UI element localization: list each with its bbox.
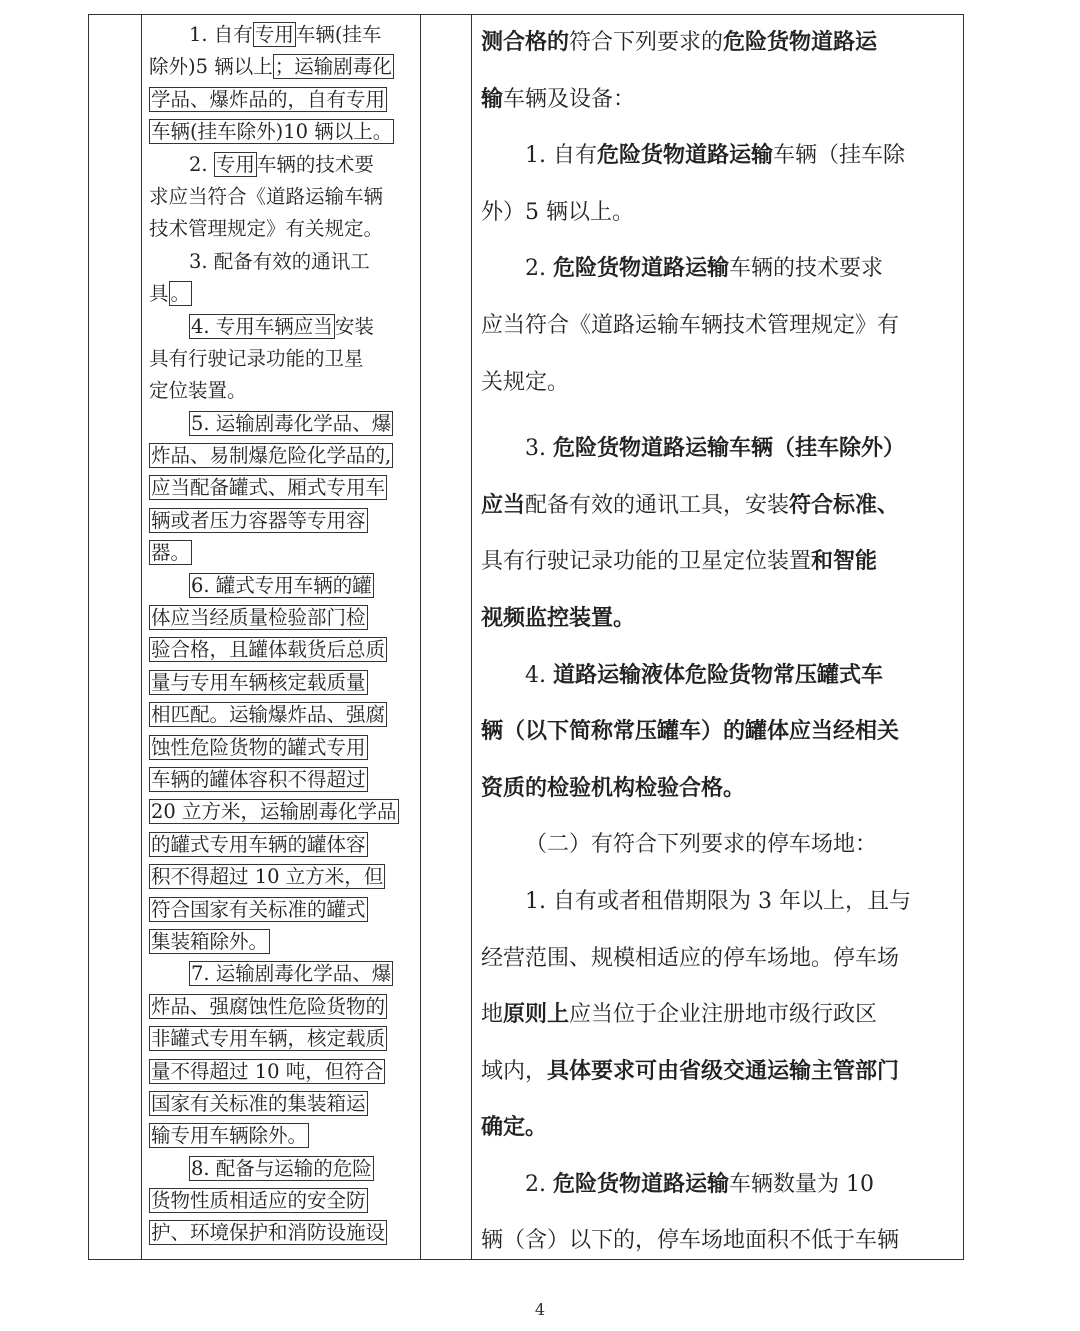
bold-text: 原则上	[503, 1002, 570, 1028]
text-segment: 求应当符合《道路运输车辆	[149, 184, 384, 208]
text-line	[149, 1120, 419, 1152]
text-segment: 应当符合《道路运输车辆技术管理规定》有	[481, 312, 900, 338]
marked-text: 量不得超过 10 吨，但符合	[151, 1059, 384, 1083]
marked-text: 符合国家有关标准的罐式	[151, 897, 366, 921]
marked-text: 相匹配。运输爆炸品、强腐	[151, 703, 386, 727]
text-line	[481, 421, 951, 478]
text-line	[149, 602, 419, 634]
text-line	[481, 15, 951, 72]
marked-text: 护、环境保护和消防设施设	[151, 1221, 386, 1245]
original-text-column	[149, 19, 419, 1250]
marked-text: 8. 配备与运输的危险	[191, 1156, 372, 1180]
text-segment: 车辆数量为 10	[729, 1171, 874, 1197]
bold-text: 和智能	[811, 549, 878, 575]
text-line	[149, 570, 419, 602]
marked-text: 专用	[254, 23, 294, 46]
bold-text: 确定。	[481, 1115, 548, 1141]
text-line	[149, 343, 419, 375]
text-line	[481, 128, 951, 185]
text-segment: 车辆（挂车除	[773, 143, 906, 169]
text-line	[149, 861, 419, 893]
text-line	[149, 894, 419, 926]
text-line	[149, 311, 419, 343]
text-segment: 3.	[525, 436, 553, 462]
text-segment: 车辆(挂车	[295, 23, 382, 46]
bold-text: 危险货物道路运输	[596, 143, 773, 169]
marked-text: 验合格，且罐体载货后总质	[151, 638, 386, 662]
marked-text: 输专用车辆除外。	[151, 1124, 308, 1148]
marked-text: 应当配备罐式、厢式专用车	[151, 476, 386, 500]
text-segment: 2.	[189, 152, 214, 176]
text-line	[149, 84, 419, 116]
column-divider	[471, 15, 472, 1259]
text-line	[149, 278, 419, 310]
text-line	[481, 298, 951, 355]
text-line	[149, 1185, 419, 1217]
marked-text: 车辆(挂车除外)10 辆以上。	[151, 120, 393, 144]
marked-text: 积不得超过 10 立方米，但	[151, 865, 384, 889]
text-line	[149, 213, 419, 245]
text-segment: （二）有符合下列要求的停车场地：	[525, 832, 878, 858]
text-line	[149, 19, 419, 51]
text-line	[149, 51, 419, 83]
bold-text: 输	[481, 86, 504, 112]
bold-text: 视频监控装置。	[481, 605, 636, 631]
text-line	[149, 1217, 419, 1249]
marked-text: 4. 专用车辆应当	[191, 314, 333, 338]
marked-text: 学品、爆炸品的，自有专用	[151, 87, 386, 111]
text-line	[149, 634, 419, 666]
text-line	[149, 408, 419, 440]
marked-text: 。	[170, 282, 191, 306]
text-segment: 符合下列要求的	[569, 30, 724, 55]
text-line	[481, 72, 951, 129]
column-divider	[420, 15, 421, 1259]
text-line	[149, 375, 419, 407]
text-line	[149, 1153, 419, 1185]
text-segment: 外）5 辆以上。	[481, 199, 634, 225]
text-segment: 2.	[525, 256, 553, 282]
bold-text: 资质的检验机构检验合格。	[481, 775, 746, 801]
comparison-table	[88, 14, 964, 1260]
text-segment: 除外)5 辆以上	[149, 55, 273, 79]
text-segment: 1. 自有	[189, 23, 253, 46]
text-line	[149, 667, 419, 699]
paragraph-gap	[481, 411, 951, 421]
marked-text: 集装箱除外。	[151, 929, 269, 953]
text-segment: 车辆及设备：	[503, 86, 636, 112]
marked-text: ；运输剧毒化	[274, 55, 392, 79]
marked-text: 20 立方米，运输剧毒化学品	[151, 800, 397, 824]
marked-text: 货物性质相适应的安全防	[151, 1189, 366, 1213]
bold-text: 辆（以下简称常压罐车）的罐体应当经相关	[481, 719, 900, 745]
text-line	[149, 149, 419, 181]
text-line	[481, 1100, 951, 1157]
text-line	[481, 1157, 951, 1214]
marked-text: 国家有关标准的集装箱运	[151, 1091, 366, 1115]
text-segment: 4.	[525, 662, 553, 688]
marked-text: 体应当经质量检验部门检	[151, 606, 366, 630]
marked-text: 蚀性危险货物的罐式专用	[151, 735, 366, 759]
marked-text: 5. 运输剧毒化学品、爆	[191, 411, 392, 435]
text-segment: 技术管理规定》有关规定。	[149, 217, 384, 241]
text-line	[149, 537, 419, 569]
marked-text: 车辆的罐体容积不得超过	[151, 767, 366, 791]
text-line	[149, 699, 419, 731]
marked-text: 量与专用车辆核定载质量	[151, 670, 366, 694]
text-line	[149, 829, 419, 861]
text-line	[481, 185, 951, 242]
bold-text: 危险货物道路运	[723, 30, 878, 55]
text-line	[481, 1213, 951, 1270]
text-line	[481, 987, 951, 1044]
marked-text: 器。	[151, 541, 191, 565]
bold-text: 应当	[481, 492, 526, 518]
page-number: 4	[534, 1300, 546, 1319]
text-segment: 辆（含）以下的，停车场地面积不低于车辆	[481, 1228, 900, 1254]
text-line	[481, 534, 951, 591]
text-line	[149, 116, 419, 148]
text-segment: 车辆的技术要求	[729, 256, 884, 282]
text-line	[481, 761, 951, 818]
text-line	[481, 355, 951, 412]
text-segment: 安装	[334, 314, 374, 338]
bold-text: 符合标准、	[789, 492, 900, 518]
text-line	[149, 181, 419, 213]
bold-text: 测合格的	[481, 30, 570, 55]
text-line	[481, 648, 951, 705]
text-segment: 地	[481, 1002, 504, 1028]
marked-text: 专用	[215, 152, 255, 176]
text-line	[481, 241, 951, 298]
text-line	[149, 246, 419, 278]
text-line	[149, 440, 419, 472]
bold-text: 危险货物道路运输车辆（挂车除外）	[552, 436, 905, 462]
text-line	[149, 1023, 419, 1055]
bold-text: 具体要求可由省级交通运输主管部门	[547, 1058, 900, 1084]
text-segment: 具有行驶记录功能的卫星	[149, 346, 364, 370]
text-segment: 1. 自有或者租借期限为 3 年以上，且与	[525, 888, 911, 914]
text-line	[149, 1056, 419, 1088]
text-line	[149, 991, 419, 1023]
text-line	[149, 796, 419, 828]
marked-text: 的罐式专用车辆的罐体容	[151, 832, 366, 856]
text-line	[481, 874, 951, 931]
text-line	[149, 926, 419, 958]
text-line	[481, 817, 951, 874]
marked-text: 炸品、强腐蚀性危险货物的	[151, 994, 386, 1018]
bold-text: 危险货物道路运输	[552, 256, 729, 282]
text-segment: 具有行驶记录功能的卫星定位装置	[481, 549, 812, 575]
marked-text: 辆或者压力容器等专用容	[151, 508, 366, 532]
marked-text: 炸品、易制爆危险化学品的,	[151, 444, 392, 468]
text-line	[149, 472, 419, 504]
text-segment: 关规定。	[481, 369, 570, 395]
text-line	[149, 764, 419, 796]
text-segment: 配备有效的通讯工具，安装	[525, 492, 790, 518]
text-line	[149, 505, 419, 537]
bold-text: 危险货物道路运输	[552, 1171, 729, 1197]
bold-text: 道路运输液体危险货物常压罐式车	[552, 662, 883, 688]
text-line	[481, 1044, 951, 1101]
text-line	[481, 478, 951, 535]
text-segment: 具	[149, 282, 169, 306]
text-line	[481, 931, 951, 988]
text-line	[149, 1088, 419, 1120]
marked-text: 非罐式专用车辆，核定载质	[151, 1027, 386, 1051]
marked-text: 7. 运输剧毒化学品、爆	[191, 962, 392, 986]
marked-text: 6. 罐式专用车辆的罐	[191, 573, 372, 597]
text-line	[481, 591, 951, 648]
text-segment: 车辆的技术要	[256, 152, 374, 176]
text-segment: 2.	[525, 1171, 553, 1197]
revised-text-column	[481, 15, 951, 1270]
text-line	[149, 732, 419, 764]
text-segment: 定位装置。	[149, 379, 247, 403]
text-segment: 经营范围、规模相适应的停车场地。停车场	[481, 945, 900, 971]
text-segment: 1. 自有	[525, 143, 597, 169]
text-line	[481, 704, 951, 761]
column-divider	[141, 15, 142, 1259]
text-segment: 应当位于企业注册地市级行政区	[569, 1002, 878, 1028]
text-segment: 域内，	[481, 1058, 548, 1084]
text-line	[149, 958, 419, 990]
text-segment: 3. 配备有效的通讯工	[189, 249, 370, 273]
